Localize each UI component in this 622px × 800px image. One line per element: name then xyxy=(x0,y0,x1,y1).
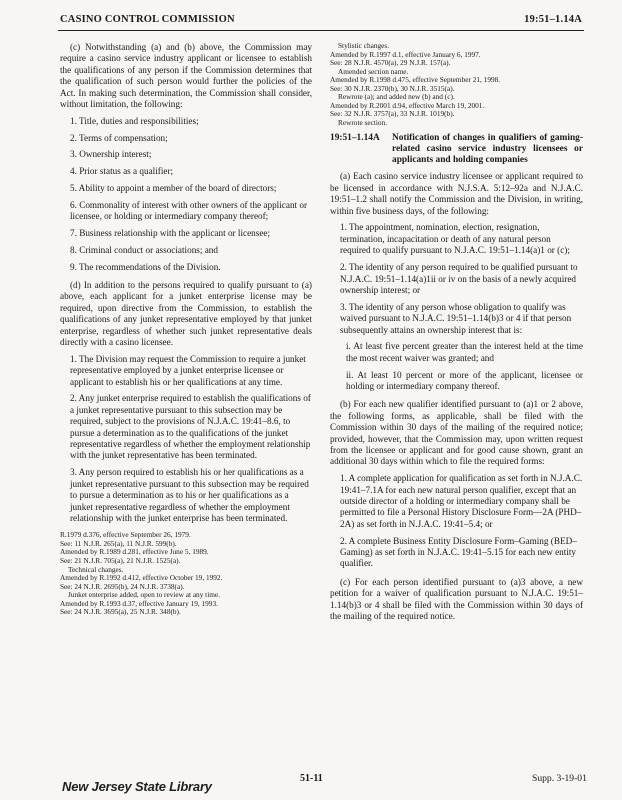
list-item: 3. Any person required to establish his or her qualifications as a junket representative pursuant to this subsection may be required to pursue a determination as to his or her qualifications as a junket representative regardless of whether the employment relationship with the junket enterprise has been terminated. xyxy=(70,467,309,523)
history-line: See: 32 N.J.R. 3757(a), 33 N.J.R. 1019(b). xyxy=(330,109,455,119)
header-section: 19:51–1.14A xyxy=(524,14,582,25)
page-number: 51-11 xyxy=(300,773,323,784)
list-item: 1. The appointment, nomination, election, resignation, termination, incapacitation or death of any natural person required to qualify pursuant to N.J.A.C. 19:51–1.14(a)1 or (c); xyxy=(340,222,570,256)
list-item: 2. Terms of compensation; xyxy=(70,132,168,143)
history-notes-right xyxy=(330,42,583,127)
list-subitem: ii. At least 10 percent or more of the applicant, licensee or holding or intermediary company thereof. xyxy=(346,369,583,391)
history-line: Stylistic changes. xyxy=(338,41,390,50)
list-item: 7. Business relationship with the applicant or licensee; xyxy=(70,228,271,239)
history-line: Technical changes. xyxy=(68,564,124,574)
history-line: Rewrote (a); and added new (b) and (c). xyxy=(338,92,455,102)
header-agency: CASINO CONTROL COMMISSION xyxy=(60,14,235,25)
list-item: 6. Commonality of interest with other owners of the applicant or licensee, or holding or intermediary company thereof; xyxy=(70,199,308,222)
history-line: See: 28 N.J.R. 4570(a), 29 N.J.R. 157(a). xyxy=(330,58,451,68)
header-rule xyxy=(58,30,584,31)
paragraph-c: (c) Notwithstanding (a) and (b) above, the Commission may require a casino service industry applicant or licensee to establish the qualifications of any person if the Commission determines that the qualification of such person would further the policies of the Act. In making such determination, the Commission shall consider, without limitation, the following: xyxy=(60,42,312,110)
list-item: 2. Any junket enterprise required to establish the qualifications of a junket representative pursuant to this subsection may be required, subject to the provisions of N.J.A.C. 19:41–8.6, to pursue a determination as to the qualifications of the junket representative regardless of whether the employment relationship with the junket representative has been terminated. xyxy=(70,393,311,461)
history-line: See: 11 N.J.R. 265(a), 11 N.J.R. 599(b). xyxy=(60,538,177,548)
history-line: Rewrote section. xyxy=(338,117,388,127)
right-column xyxy=(330,42,583,622)
left-column xyxy=(60,42,312,617)
history-line: Amended by R.1993 d.37, effective January 19, 1993. xyxy=(60,598,218,608)
section-heading xyxy=(330,133,583,166)
history-line: Amended by R.1998 d.475, effective September 21, 1998. xyxy=(330,75,501,85)
history-line: See: 24 N.J.R. 2695(b), 24 N.J.R. 3738(a). xyxy=(60,581,185,591)
list-item: 1. Title, duties and responsibilities; xyxy=(70,115,199,126)
history-line: Amended by R.1989 d.281, effective June 5, 1989. xyxy=(60,547,209,557)
list-item: 1. The Division may request the Commission to require a junket representative employed by a junket enterprise licensee or applicant to establish his or her qualifications at any time. xyxy=(70,353,306,387)
list-item: 2. A complete Business Entity Disclosure Form–Gaming (BED–Gaming) as set forth in N.J.A.C. 19:41–5.15 for each new entity qualifier. xyxy=(340,535,577,569)
list-item: 5. Ability to appoint a member of the board of directors; xyxy=(70,183,277,194)
history-line: See: 24 N.J.R. 3695(a), 25 N.J.R. 348(b). xyxy=(60,607,181,617)
history-line: Amended by R.1997 d.1, effective January 6, 1997. xyxy=(330,49,481,59)
list-item: 1. A complete application for qualification as set forth in N.J.A.C. 19:41–7.1A for each new natural person qualifier, except that an outside director of a holding or intermediary company shall be permitted to file a Personal History Disclosure Form—2A (PHD–2A) as set forth in N.J.A.C. 19:41–5.4; or xyxy=(340,473,583,529)
supplement-date: Supp. 3-19-01 xyxy=(532,773,587,784)
list-item: 4. Prior status as a qualifier; xyxy=(70,166,174,177)
paragraph-d: (d) In addition to the persons required to qualify pursuant to (a) above, each applicant for a junket enterprise license may be required, upon directive from the Commission, to establish the qualifications of any junket representative employed by that junket enterprise, regardless of whether such junket representative deals directly with a casino licensee. xyxy=(60,280,312,348)
list-item: 3. The identity of any person whose obligation to qualify was waived pursuant to N.J.A.C. 19:51–1.14(b)3 or 4 if that person subsequently attains an ownership interest that is: xyxy=(340,301,572,335)
list-item: 9. The recommendations of the Division. xyxy=(70,261,221,272)
list-item: 8. Criminal conduct or associations; and xyxy=(70,244,218,255)
paragraph-a: (a) Each casino service industry licensee or applicant required to be licensed in accordance with N.J.S.A. 5:12–92a and N.J.A.C. 19:51–1.2 shall notify the Commission and the Division, in writing, within five business days, of the following: xyxy=(330,171,583,216)
history-line: R.1979 d.376, effective September 26, 1979. xyxy=(60,530,191,540)
history-line: Amended by R.2001 d.94, effective March 19, 2001. xyxy=(330,100,485,110)
list-subitem: i. At least five percent greater than the interest held at the time the most recent waiver was granted; and xyxy=(346,341,583,363)
library-logo: New Jersey State Library xyxy=(62,779,212,794)
history-line: Amended by R.1992 d.412, effective October 19, 1992. xyxy=(60,573,223,583)
list-item: 3. Ownership interest; xyxy=(70,149,152,160)
history-line: Junket enterprise added, open to review at any time. xyxy=(68,590,220,600)
history-line: See: 30 N.J.R. 2370(b), 30 N.J.R. 3515(a). xyxy=(330,83,455,93)
history-line: Amended section name. xyxy=(338,66,409,76)
section-title: Notification of changes in qualifiers of gaming-related casino service industry licensees or applicants and holding companies xyxy=(392,133,583,166)
criteria-list xyxy=(60,116,312,273)
list-item: 2. The identity of any person required to be qualified pursuant to N.J.A.C. 19:51–1.14(a)1ii or iv on the basis of a newly acquired ownership interest; or xyxy=(340,262,578,295)
history-line: See: 21 N.J.R. 705(a), 21 N.J.R. 1525(a). xyxy=(60,555,181,565)
history-notes-left xyxy=(60,531,312,616)
section-number: 19:51–1.14A xyxy=(330,133,380,144)
paragraph-b: (b) For each new qualifier identified pursuant to (a)1 or 2 above, the following forms, as applicable, shall be filed with the Commission within 30 days of the mailing of the required notice; provided, however, that the Commission may, upon written request from the licensee or applicant and for good cause shown, grant an additional 30 days within which to file the required forms: xyxy=(330,399,583,467)
paragraph-c-right: (c) For each person identified pursuant to (a)3 above, a new petition for a waiver of qualification pursuant to N.J.A.C. 19:51–1.14(b)3 or 4 shall be filed with the Commission within 30 days of the mailing of the required notice. xyxy=(330,576,583,622)
running-header xyxy=(60,14,582,28)
